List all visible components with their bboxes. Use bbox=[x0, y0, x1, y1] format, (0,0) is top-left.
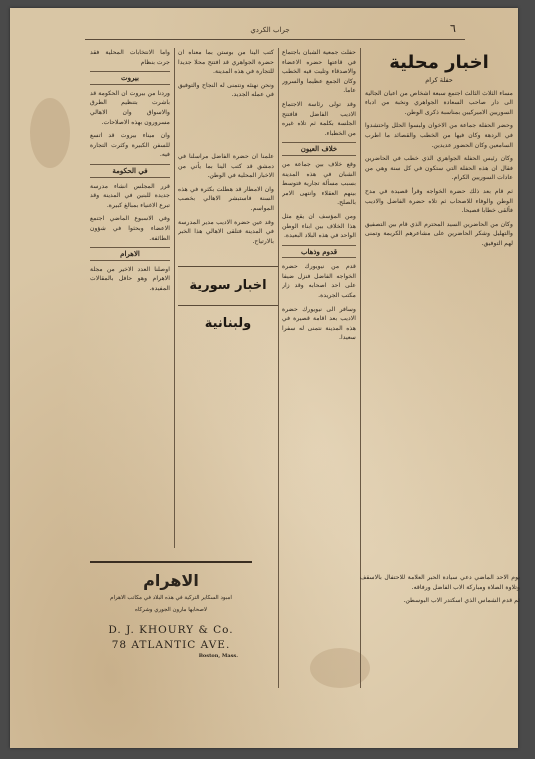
section-heading: خلاف العيون bbox=[282, 142, 356, 156]
section-heading: الاهرام bbox=[90, 247, 170, 261]
article-paragraph: ونحن نهنئه ونتمنى له النجاح والتوفيق في عمله الجديد. bbox=[178, 81, 274, 99]
advert-city: Boston, Mass. bbox=[198, 653, 238, 659]
article-paragraph: وفي الاسبوع الماضي اجتمع الاعضاء وبحثوا في شؤون الطائفة. bbox=[90, 215, 170, 242]
article-paragraph: كتب الينا من بوستن بما معناه ان حضرة الجواهري قد افتتح محلا جديدا للتجارة في هذه المدينة. bbox=[178, 49, 274, 76]
newspaper-page bbox=[10, 8, 518, 748]
syria-lebanon-news-banner: اخبار سورية ولبنانية bbox=[178, 266, 278, 306]
advert-line: لاصحابها مارون الجوري وشركاه bbox=[134, 607, 208, 613]
column-divider bbox=[278, 48, 279, 688]
section-heading: في الحكومة bbox=[90, 164, 170, 178]
advert-title: الاهرام bbox=[143, 571, 199, 590]
article-paragraph: علمنا ان حضرة الفاضل مراسلنا في دمشق قد كتب الينا بما يأتي من الاخبار المحلية في الوطن. bbox=[178, 152, 274, 180]
column-divider bbox=[174, 48, 175, 548]
advert-address: 78 ATLANTIC AVE. bbox=[111, 639, 231, 651]
paper-stain bbox=[30, 98, 70, 168]
article-paragraph: وردنا من بيروت ان الحكومة قد باشرت بتنظيم الطرق والاسواق وان الاهالي مسرورون بهذه الاصلاحات. bbox=[90, 89, 170, 126]
article-paragraph: وقد عين حضرة الاديب مدير المدرسة في المدينة فتلقى الاهالي هذا الخبر بالارتياح. bbox=[178, 218, 274, 245]
article-paragraph: قدم من نيويورك حضرة الخواجه الفاضل فنزل ضيفا على احد اصحابه وقد زار مكتب الجريدة. bbox=[282, 263, 356, 300]
article-paragraph: ثم قام بعد ذلك حضرة الخواجه وقرأ قصيدة في مدح الوطن والوفاء للاصحاب ثم تلاه حضرة الفاضل والاديب فألقى خطابا فصيحا. bbox=[365, 187, 513, 215]
article-paragraph: وان الامطار قد هطلت بكثرة في هذه السنة فاستبشر الاهالي بخصب المواسم. bbox=[178, 185, 274, 212]
article-paragraph: وكان من الحاضرين السيد المحترم الذي قام بين التصفيق والتهليل وشكر الحاضرين على مشاعرهم الكريمة وتمنى لهم التوفيق. bbox=[365, 220, 513, 247]
article-paragraph: مساء الثلاث الثالث اجتمع سبعة اشخاص من اعيان الجالية الى دار صاحب السعادة الجواهري ونخبة من ادباء السوريين الاميركيين بمناسبة ذكرى الوطن. bbox=[365, 89, 513, 116]
article-paragraph: ثم قدم الشماس الذي اسكتدر الاب البوسطن. bbox=[403, 597, 520, 605]
article-paragraph: يوم الاحد الماضي دعي سيادة الحبر العلامة للاحتفال بالاسقف وتلاوة الصلاة ومباركة الاب الفاضل ورفاقه. bbox=[360, 574, 520, 591]
column-second bbox=[282, 48, 356, 668]
article-paragraph: واما الانتخابات المحلية فقد جرت بنظام bbox=[90, 49, 170, 66]
local-news-title: اخبار محلية bbox=[389, 52, 489, 73]
top-rule bbox=[85, 39, 465, 40]
local-news-subtitle: حفلة كرام bbox=[425, 76, 453, 84]
column-bottom-note bbox=[360, 573, 520, 610]
section-heading: بيروت bbox=[90, 71, 170, 85]
advertisement-box bbox=[90, 561, 252, 703]
article-paragraph: وقع خلاف بين جماعة من الشبان في هذه المدينة بسبب مسألة تجارية فتوسط بينهم العقلاء وانتهى الامر بالصلح. bbox=[282, 160, 356, 207]
advert-company: D. J. KHOURY & Co. bbox=[108, 624, 234, 636]
column-left bbox=[90, 48, 170, 548]
running-title: جراب الكردي bbox=[250, 26, 290, 34]
article-paragraph: قرر المجلس انشاء مدرسة جديدة للبنين في المدينة وقد تبرع الاغنياء بمبالغ كبيرة. bbox=[90, 182, 170, 209]
article-paragraph: وكان رئيس الحفلة الجواهري الذي خطب في الحاضرين فقال ان هذه الحفلة التي ستكون في كل سنة وهي من عادات السوريين الكرام. bbox=[365, 155, 513, 182]
advert-line: امبود السكاير التركية في هذه البلاد في مكاتب الاهرام bbox=[110, 595, 232, 601]
article-paragraph: وسافر الى نيويورك حضرة الاديب بعد اقامة قصيرة في هذه المدينة نتمنى له سفرا سعيدا. bbox=[282, 305, 356, 342]
section-heading: قدوم وذهاب bbox=[282, 245, 356, 259]
page-number: ٦ bbox=[450, 22, 456, 35]
article-paragraph: ومن المؤسف ان يقع مثل هذا الخلاف بين ابناء الوطن الواحد في هذه البلاد البعيدة. bbox=[282, 212, 356, 240]
article-paragraph: حفلت جمعية الشبان باجتماع في قاعتها حضره الاعضاء والاصدقاء وتليت فيه الخطب وكان الجمع عظيما والسرور عاما. bbox=[282, 49, 356, 95]
article-paragraph: وحضر الحفلة جماعة من الاخوان ولبسوا الحلل واحتشدوا في الردهة وكان فيها من الخطب والقصائد ما اطرب السامعين وكان الحضور عديدين. bbox=[365, 122, 513, 149]
article-paragraph: وان ميناء بيروت قد اتسع للسفن الكبيرة وكثرت التجارة فيه. bbox=[90, 132, 170, 159]
article-paragraph: وقد تولى رئاسة الاجتماع الاديب الفاضل فافتتح الجلسة بكلمة ثم تلاه غيره من الخطباء. bbox=[282, 100, 356, 137]
article-paragraph: اوصلنا العدد الاخير من مجلة الاهرام وهو حافل بالمقالات المفيدة. bbox=[90, 265, 170, 292]
